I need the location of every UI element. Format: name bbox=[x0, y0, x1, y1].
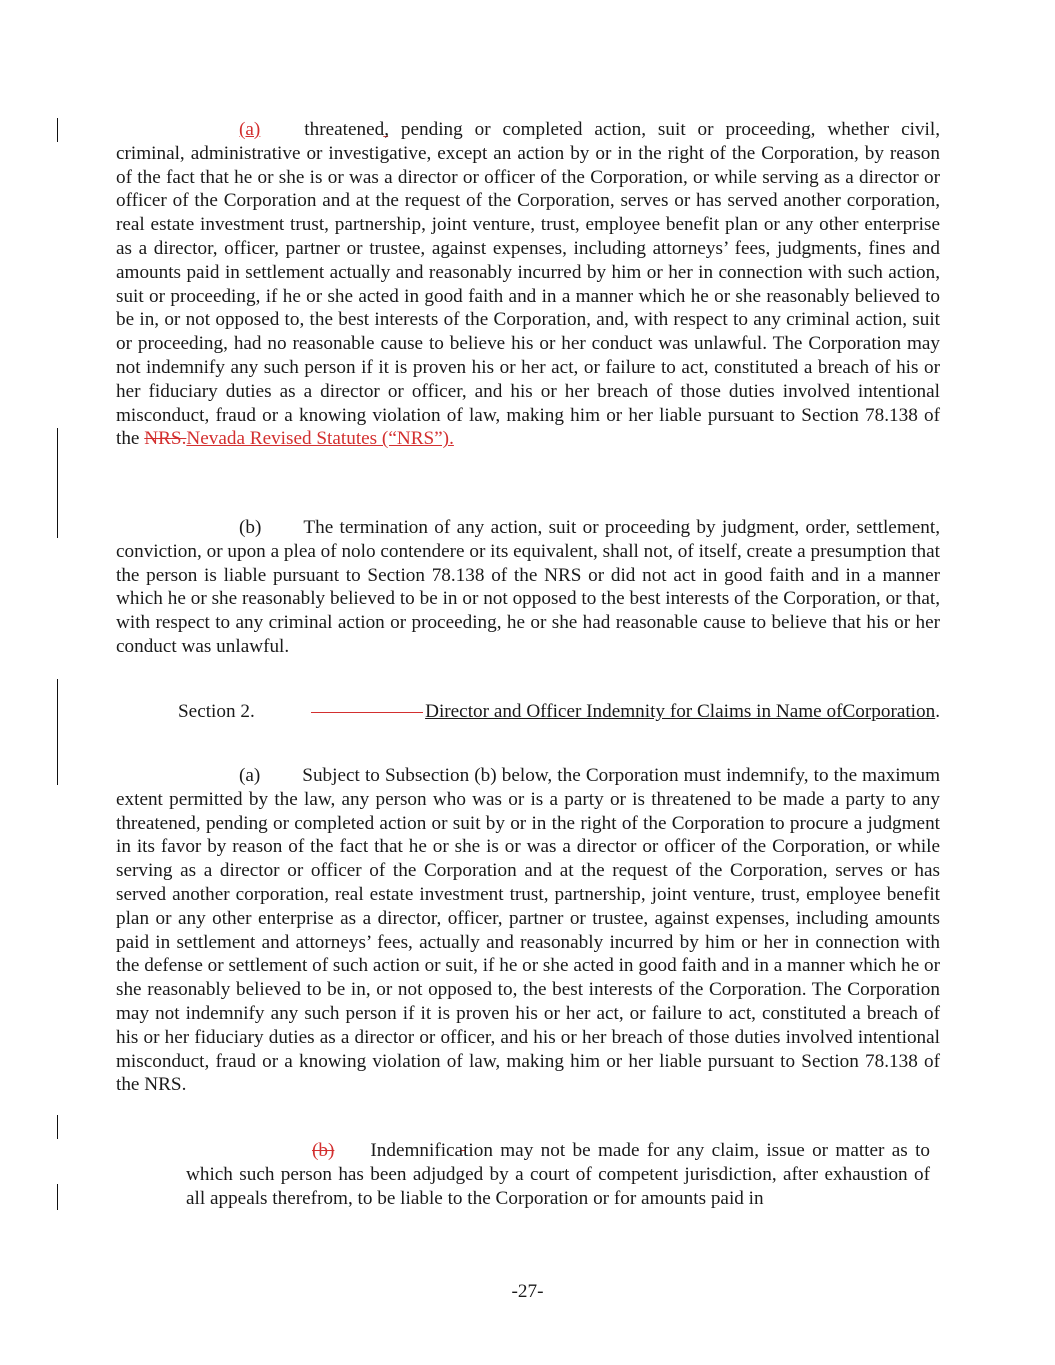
change-bar bbox=[57, 428, 58, 538]
section-2-a-text: Subject to Subsection (b) below, the Corporation must indemnify, to the maximum extent permitted by the law, any person who was or is a party or is threatened to be made a party to any threatened, pending or completed action or suit by or in the right of the Corporation to procure a judgment in its favor by reason of the fact that he or she is or was a director or officer of the Corporation, or while serving as a director or officer of the Corporation and at the request of the Corporation, serves or has served another corporation, real estate investment trust, partnership, joint venture, trust, employee benefit plan or any other enterprise as a director, officer, partner or trustee, against expenses, including amounts paid in settlement and attorneys’ fees, actually and reasonably incurred by him or her in connection with the defense or settlement of such action or suit, if he or she acted in good faith and in a manner which he or she reasonably believed to be in, or not opposed to, the best interests of the Corporation. The Corporation may not indemnify any such person if it is proven his or her act, or failure to act, constituted a breach of his or her fiduciary duties as a director or officer, and his or her breach of those duties involved intentional misconduct, fraud or a knowing violation of law, making him or her liable pursuant to Section 78.138 of the NRS. bbox=[116, 765, 940, 1096]
inserted-text: Nevada Revised Statutes (“NRS”). bbox=[186, 428, 454, 450]
change-bar bbox=[57, 1184, 58, 1210]
paragraph-b-marker: (b) bbox=[239, 517, 262, 538]
inserted-tab bbox=[260, 118, 304, 142]
inserted-marker-a: (a) bbox=[239, 119, 261, 140]
paragraph-a-text: threatened, pending or completed action, suit or proceeding, whether civil, criminal, administrative or investigative, except an action by or in the right of the Corporation, by reason of the fact that he or she is or was a director or officer of the Corporation, or while serving as a director or officer of the Corporation and at the request of the Corporation, serves or has served another corporation, real estate investment trust, partnership, joint venture, trust, employee benefit plan or any other enterprise as a director, officer, partner or trustee, against expenses, including attorneys’ fees, judgments, fines and amounts paid in settlement actually and reasonably incurred by him or her in connection with such action, suit or proceeding, if he or she acted in good faith and in a manner which he or she reasonably believed to be in, or not opposed to, the best interests of the Corporation, and, with respect to any criminal action, suit or proceeding, had no reasonable cause to believe his or her conduct was unlawful. The Corporation may not indemnify any such person if it is proven his or her act, or failure to act, constituted a breach of his or her fiduciary duties as a director or officer, and his or her breach of those duties involved intentional misconduct, fraud or a knowing violation of law, making him or her liable pursuant to Section 78.138 of the bbox=[116, 119, 940, 450]
paragraph-a bbox=[116, 118, 940, 451]
change-bar bbox=[57, 1115, 58, 1139]
section-number: Section 2. bbox=[178, 701, 255, 722]
section-2-b-text: Indemnification may not be made for any claim, issue or matter as to which such person has been adjudged by a court of competent jurisdiction, after exhaustion of all appeals therefrom, to be liable to the Corporation or for amounts paid in bbox=[186, 1140, 930, 1209]
change-bar bbox=[57, 118, 58, 142]
section-2-paragraph-a bbox=[116, 764, 940, 1097]
section-title-end: Corporation bbox=[842, 701, 936, 722]
deleted-tab bbox=[334, 1139, 370, 1163]
paragraph-b bbox=[116, 516, 940, 659]
section-2-heading bbox=[116, 700, 940, 724]
section-title: Director and Officer Indemnity for Claims in Name of bbox=[425, 701, 843, 722]
section-2-paragraph-b bbox=[186, 1139, 930, 1210]
section-title-period: . bbox=[935, 701, 940, 722]
section-2-a-marker: (a) bbox=[239, 765, 261, 786]
deleted-marker-b: (b) bbox=[312, 1140, 335, 1161]
paragraph-b-text: The termination of any action, suit or proceeding by judgment, order, settlement, conviction, or upon a plea of nolo contendere or its equivalent, shall not, of itself, create a presumption that the person is liable pursuant to Section 78.138 of the NRS or did not act in good faith and in a manner which he or she reasonably believed to be in or not opposed to the best interests of the Corporation, or that, with respect to any criminal action or proceeding, he or she had reasonable cause to believe that his or her conduct was unlawful. bbox=[116, 517, 940, 657]
page-number: -27- bbox=[511, 1281, 544, 1302]
deleted-tab bbox=[311, 712, 423, 713]
deleted-text: NRS. bbox=[144, 428, 187, 450]
change-bar bbox=[57, 679, 58, 785]
